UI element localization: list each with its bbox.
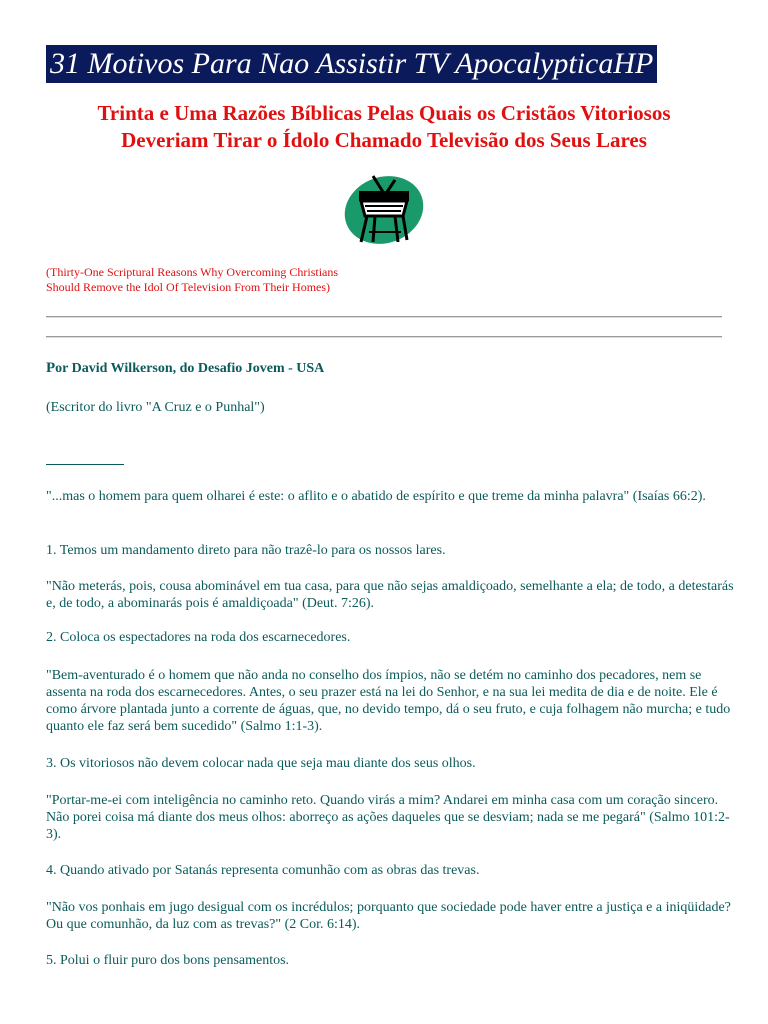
headline-line-2: Deveriam Tirar o Ídolo Chamado Televisão dos Seus Lares <box>121 128 647 152</box>
quote-3: "Portar-me-ei com inteligência no caminho reto. Quando virás a mim? Andarei em minha casa com um coração sincero. Não porei coisa má diante dos meus olhos: aborreço as ações daqueles que se desviam; nada se me pegará" (Salmo 101:2-3). <box>46 793 730 842</box>
quote-1: "Não meterás, pois, cousa abominável em tua casa, para que não sejas amaldiçoado, semelhante a ela; de todo, a detestarás e, de todo, a abominarás pois é amaldiçoada" (Deut. 7:26). <box>46 579 734 611</box>
separator-line <box>46 464 124 465</box>
author-line <box>46 360 324 377</box>
quote-2: "Bem-aventurado é o homem que não anda no conselho dos ímpios, não se detém no caminho dos pecadores, nem se assenta na roda dos escarnecedores. Antes, o seu prazer está na lei do Senhor, e na sua lei medita de dia e de noite. Ele é como árvore plantada junto a corrente de águas, que, no devido tempo, dá o seu fruto, e cuja folhagem não murcha; e tudo quanto ele faz será bem sucedido" (Salmo 1:1-3). <box>46 668 731 734</box>
english-subtitle-line-2: Should Remove the Idol Of Television From Their Homes) <box>46 280 331 294</box>
reason-1: 1. Temos um mandamento direto para não trazê-lo para os nossos lares. <box>46 543 446 558</box>
headline <box>0 100 768 154</box>
page-title: 31 Motivos Para Nao Assistir TV ApocalypticaHP <box>46 45 657 83</box>
divider <box>46 336 722 338</box>
epigraph: "...mas o homem para quem olharei é este: o aflito e o abatido de espírito e que treme da minha palavra" (Isaías 66:2). <box>46 489 706 504</box>
reason-5: 5. Polui o fluir puro dos bons pensamentos. <box>46 953 290 968</box>
headline-line-1: Trinta e Uma Razões Bíblicas Pelas Quais os Cristãos Vitoriosos <box>97 101 671 125</box>
divider <box>46 316 722 318</box>
book-note: (Escritor do livro "A Cruz e o Punhal") <box>46 400 265 415</box>
reason-3: 3. Os vitoriosos não devem colocar nada que seja mau diante dos seus olhos. <box>46 756 476 771</box>
tv-icon <box>343 172 425 244</box>
author-initial: P <box>46 360 56 376</box>
reason-4: 4. Quando ativado por Satanás representa comunhão com as obras das trevas. <box>46 863 480 878</box>
reason-2: 2. Coloca os espectadores na roda dos escarnecedores. <box>46 630 351 645</box>
author-name: or David Wilkerson, do Desafio Jovem - USA <box>55 361 325 376</box>
quote-4: "Não vos ponhais em jugo desigual com os incrédulos; porquanto que sociedade pode haver entre a justiça e a iniqüidade? Ou que comunhão, da luz com as trevas?" (2 Cor. 6:14). <box>46 900 731 932</box>
english-subtitle <box>46 265 338 295</box>
english-subtitle-line-1: (Thirty-One Scriptural Reasons Why Overcoming Christians <box>46 265 339 279</box>
